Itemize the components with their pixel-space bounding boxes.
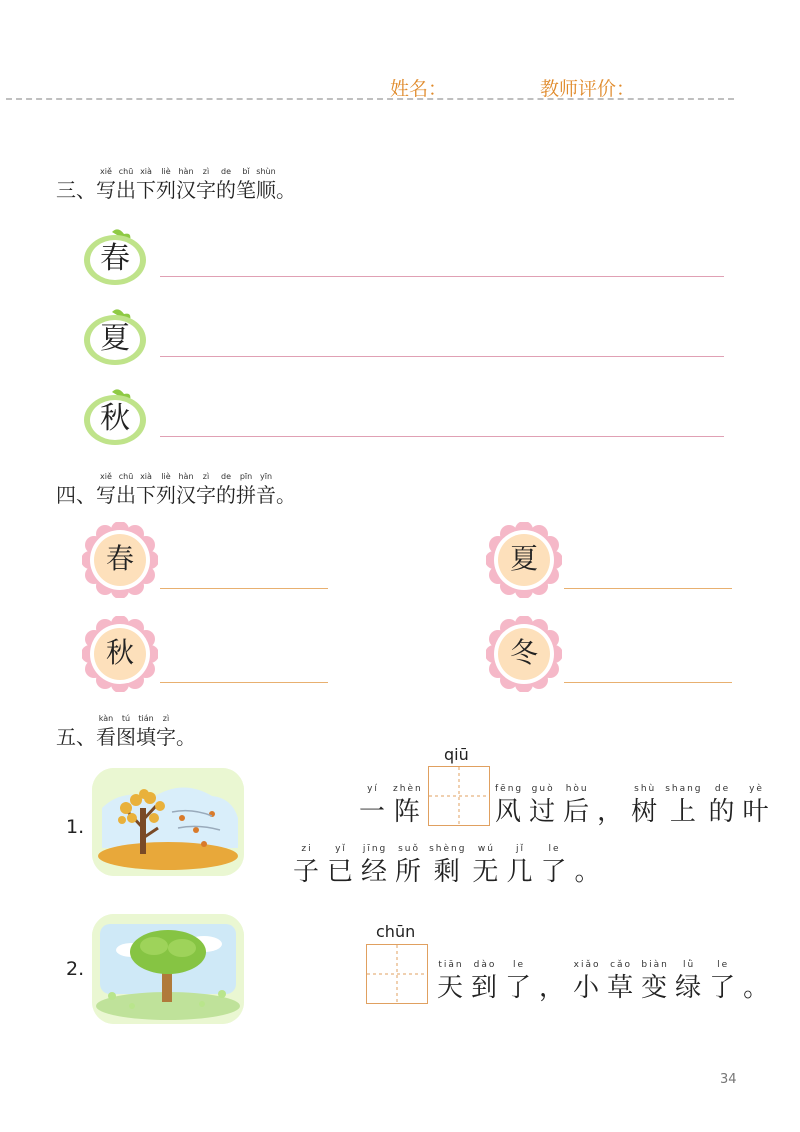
ruby-char bbox=[359, 782, 387, 828]
pinyin-question-char: 冬 bbox=[509, 636, 538, 669]
pinyin-answer-line[interactable] bbox=[564, 682, 732, 683]
section5-end: 。 bbox=[176, 725, 196, 749]
stroke-order-char: 秋 bbox=[100, 401, 130, 436]
hanzi: 下 bbox=[136, 178, 156, 202]
hanzi: 小 bbox=[573, 973, 602, 1003]
hanzi: 剩 bbox=[433, 857, 462, 887]
hanzi: 笔 bbox=[236, 178, 256, 202]
hanzi: 草 bbox=[607, 973, 636, 1003]
hanzi: 树 bbox=[631, 797, 660, 827]
ruby-char bbox=[156, 472, 176, 508]
hanzi: 风 bbox=[495, 797, 524, 827]
pinyin: fēng bbox=[495, 784, 524, 794]
ruby-char bbox=[597, 782, 625, 828]
hanzi: 字 bbox=[156, 725, 176, 749]
hanzi: 的 bbox=[708, 797, 737, 827]
flower-char-badge bbox=[486, 616, 562, 692]
ruby-char bbox=[495, 782, 523, 828]
ruby-char bbox=[395, 842, 423, 888]
pinyin: hàn bbox=[178, 472, 194, 481]
section5-title bbox=[56, 714, 196, 750]
ruby-char bbox=[136, 167, 156, 203]
pinyin-question-char: 秋 bbox=[105, 636, 134, 669]
pinyin: zì bbox=[162, 714, 170, 723]
item1-label: 1. bbox=[66, 816, 85, 838]
pinyin: xiě bbox=[100, 472, 112, 481]
section5-ruby-text bbox=[96, 714, 176, 750]
ruby-char bbox=[116, 167, 136, 203]
hanzi: 上 bbox=[669, 797, 698, 827]
hanzi: 列 bbox=[156, 483, 176, 507]
item1-text-line2 bbox=[290, 842, 605, 888]
pinyin: guò bbox=[531, 784, 555, 794]
hanzi: ， bbox=[597, 797, 626, 827]
item2-label: 2. bbox=[66, 958, 85, 980]
pinyin: xiǎo bbox=[573, 960, 601, 970]
pinyin: chū bbox=[118, 167, 134, 176]
hanzi: 顺 bbox=[256, 178, 276, 202]
ruby-char bbox=[136, 714, 156, 750]
item1-box-pinyin: qiū bbox=[444, 745, 469, 764]
hanzi: 汉 bbox=[176, 483, 196, 507]
pinyin: biàn bbox=[641, 960, 669, 970]
hanzi: 无 bbox=[472, 857, 501, 887]
ruby-char bbox=[607, 958, 635, 1004]
green-char-badge bbox=[82, 388, 148, 446]
hanzi: 。 bbox=[743, 973, 772, 1003]
pinyin-question-char: 夏 bbox=[509, 542, 538, 575]
pinyin-answer-line[interactable] bbox=[564, 588, 732, 589]
ruby-char bbox=[573, 958, 601, 1004]
pinyin: shùn bbox=[256, 167, 276, 176]
pinyin: pīn bbox=[239, 472, 253, 481]
pinyin: le bbox=[548, 844, 561, 854]
hanzi: 音 bbox=[256, 483, 276, 507]
pinyin: zhèn bbox=[393, 784, 423, 794]
pinyin: le bbox=[717, 960, 730, 970]
ruby-char bbox=[743, 782, 771, 828]
pinyin: dào bbox=[473, 960, 497, 970]
ruby-char bbox=[641, 958, 669, 1004]
pinyin: yè bbox=[749, 784, 764, 794]
ruby-char bbox=[327, 842, 355, 888]
stroke-order-char: 春 bbox=[100, 241, 130, 276]
ruby-char bbox=[196, 167, 216, 203]
hanzi: 下 bbox=[136, 483, 156, 507]
hanzi: 变 bbox=[641, 973, 670, 1003]
hanzi: 列 bbox=[156, 178, 176, 202]
ruby-char bbox=[136, 472, 156, 508]
hanzi: 出 bbox=[116, 178, 136, 202]
ruby-char bbox=[116, 714, 136, 750]
hanzi: 看 bbox=[96, 725, 116, 749]
pinyin: shang bbox=[665, 784, 703, 794]
ruby-char bbox=[116, 472, 136, 508]
ruby-char bbox=[675, 958, 703, 1004]
section3-number: 三、 bbox=[56, 178, 96, 202]
pinyin: shù bbox=[634, 784, 657, 794]
pinyin: xià bbox=[140, 167, 152, 176]
stroke-order-answer-line[interactable] bbox=[160, 356, 724, 357]
pinyin: xiě bbox=[100, 167, 112, 176]
hanzi: 后 bbox=[563, 797, 592, 827]
pinyin bbox=[609, 782, 614, 796]
pinyin-answer-line[interactable] bbox=[160, 682, 328, 683]
section5-number: 五、 bbox=[56, 725, 96, 749]
hanzi: ， bbox=[539, 973, 568, 1003]
item2-box-pinyin: chūn bbox=[376, 922, 416, 941]
hanzi: 字 bbox=[196, 483, 216, 507]
ruby-char bbox=[216, 167, 236, 203]
item1-text-after bbox=[492, 782, 774, 828]
pinyin-answer-line[interactable] bbox=[160, 588, 328, 589]
ruby-char bbox=[429, 842, 466, 888]
hanzi: 经 bbox=[361, 857, 390, 887]
ruby-char bbox=[236, 472, 256, 508]
hanzi: 几 bbox=[506, 857, 535, 887]
ruby-char bbox=[665, 782, 702, 828]
pinyin: de bbox=[714, 784, 731, 794]
pinyin bbox=[551, 958, 556, 972]
pinyin: de bbox=[221, 167, 231, 176]
pinyin: kàn bbox=[98, 714, 114, 723]
hanzi: 子 bbox=[293, 857, 322, 887]
ruby-char bbox=[176, 167, 196, 203]
ruby-char bbox=[96, 714, 116, 750]
pinyin: yīn bbox=[259, 472, 273, 481]
hanzi: 出 bbox=[116, 483, 136, 507]
pinyin: de bbox=[221, 472, 231, 481]
hanzi: 的 bbox=[216, 483, 236, 507]
stroke-order-answer-line[interactable] bbox=[160, 276, 724, 277]
ruby-char bbox=[216, 472, 236, 508]
pinyin: yí bbox=[367, 784, 379, 794]
item1-text-before bbox=[356, 782, 426, 828]
hanzi: 写 bbox=[96, 483, 116, 507]
section4-title bbox=[56, 472, 296, 508]
ruby-char bbox=[540, 842, 568, 888]
ruby-char bbox=[505, 958, 533, 1004]
green-char-badge bbox=[82, 308, 148, 366]
ruby-char bbox=[472, 842, 500, 888]
pinyin-question-char: 春 bbox=[105, 542, 134, 575]
pinyin: hòu bbox=[565, 784, 589, 794]
ruby-char bbox=[506, 842, 534, 888]
hanzi: 到 bbox=[471, 973, 500, 1003]
item2-text-after bbox=[434, 958, 774, 1004]
hanzi: 。 bbox=[574, 857, 603, 887]
section3-end: 。 bbox=[276, 178, 296, 202]
pinyin: liè bbox=[161, 472, 171, 481]
hanzi: 过 bbox=[529, 797, 558, 827]
ruby-char bbox=[539, 958, 567, 1004]
item2-answer-box[interactable] bbox=[366, 944, 428, 1004]
hanzi: 绿 bbox=[675, 973, 704, 1003]
section3-title bbox=[56, 167, 296, 203]
pinyin: le bbox=[513, 960, 526, 970]
pinyin: zì bbox=[202, 472, 210, 481]
ruby-char bbox=[393, 782, 423, 828]
section4-ruby-text bbox=[96, 472, 276, 508]
header-divider bbox=[6, 98, 734, 100]
ruby-char bbox=[437, 958, 465, 1004]
hanzi: 的 bbox=[216, 178, 236, 202]
pinyin: wú bbox=[477, 844, 495, 854]
flower-char-badge bbox=[82, 522, 158, 598]
ruby-char bbox=[574, 842, 602, 888]
hanzi: 了 bbox=[540, 857, 569, 887]
ruby-char bbox=[256, 472, 276, 508]
ruby-char bbox=[529, 782, 557, 828]
stroke-order-char: 夏 bbox=[100, 321, 130, 356]
hanzi: 写 bbox=[96, 178, 116, 202]
pinyin: yǐ bbox=[335, 844, 347, 854]
pinyin: jǐ bbox=[515, 844, 525, 854]
ruby-char bbox=[293, 842, 321, 888]
stroke-order-answer-line[interactable] bbox=[160, 436, 724, 437]
autumn-tree-picture bbox=[92, 768, 244, 876]
pinyin bbox=[755, 958, 760, 972]
pinyin: bǐ bbox=[242, 167, 250, 176]
green-char-badge bbox=[82, 228, 148, 286]
teacher-eval-label: 教师评价： bbox=[540, 78, 636, 100]
pinyin: liè bbox=[161, 167, 171, 176]
hanzi: 阵 bbox=[393, 797, 422, 827]
pinyin: tú bbox=[121, 714, 131, 723]
flower-char-badge bbox=[486, 522, 562, 598]
pinyin: lǜ bbox=[683, 960, 696, 970]
pinyin: jīng bbox=[362, 844, 388, 854]
hanzi: 所 bbox=[395, 857, 424, 887]
ruby-char bbox=[631, 782, 659, 828]
name-label: 姓名： bbox=[390, 78, 448, 100]
pinyin: chū bbox=[118, 472, 134, 481]
pinyin: hàn bbox=[178, 167, 194, 176]
hanzi: 一 bbox=[359, 797, 388, 827]
hanzi: 填 bbox=[136, 725, 156, 749]
flower-char-badge bbox=[82, 616, 158, 692]
pinyin: zi bbox=[301, 844, 313, 854]
hanzi: 叶 bbox=[742, 797, 771, 827]
pinyin: tiān bbox=[438, 960, 464, 970]
ruby-char bbox=[96, 472, 116, 508]
ruby-char bbox=[563, 782, 591, 828]
section3-ruby-text bbox=[96, 167, 276, 203]
ruby-char bbox=[176, 472, 196, 508]
ruby-char bbox=[743, 958, 771, 1004]
pinyin: shèng bbox=[429, 844, 467, 854]
pinyin: zì bbox=[202, 167, 210, 176]
hanzi: 了 bbox=[709, 973, 738, 1003]
pinyin bbox=[586, 842, 591, 856]
hanzi: 天 bbox=[437, 973, 466, 1003]
section4-number: 四、 bbox=[56, 483, 96, 507]
ruby-char bbox=[156, 167, 176, 203]
pinyin: xià bbox=[140, 472, 152, 481]
pinyin: tián bbox=[138, 714, 154, 723]
section4-end: 。 bbox=[276, 483, 296, 507]
pinyin: cǎo bbox=[610, 960, 633, 970]
ruby-char bbox=[471, 958, 499, 1004]
hanzi: 拼 bbox=[236, 483, 256, 507]
hanzi: 已 bbox=[327, 857, 356, 887]
ruby-char bbox=[196, 472, 216, 508]
ruby-char bbox=[96, 167, 116, 203]
hanzi: 字 bbox=[196, 178, 216, 202]
hanzi: 图 bbox=[116, 725, 136, 749]
pinyin: suǒ bbox=[398, 844, 420, 854]
spring-tree-picture bbox=[92, 914, 244, 1024]
ruby-char bbox=[156, 714, 176, 750]
ruby-char bbox=[236, 167, 256, 203]
ruby-char bbox=[256, 167, 276, 203]
ruby-char bbox=[709, 782, 737, 828]
page-number: 34 bbox=[720, 1072, 737, 1087]
ruby-char bbox=[709, 958, 737, 1004]
hanzi: 了 bbox=[505, 973, 534, 1003]
item1-answer-box[interactable] bbox=[428, 766, 490, 826]
ruby-char bbox=[361, 842, 389, 888]
hanzi: 汉 bbox=[176, 178, 196, 202]
